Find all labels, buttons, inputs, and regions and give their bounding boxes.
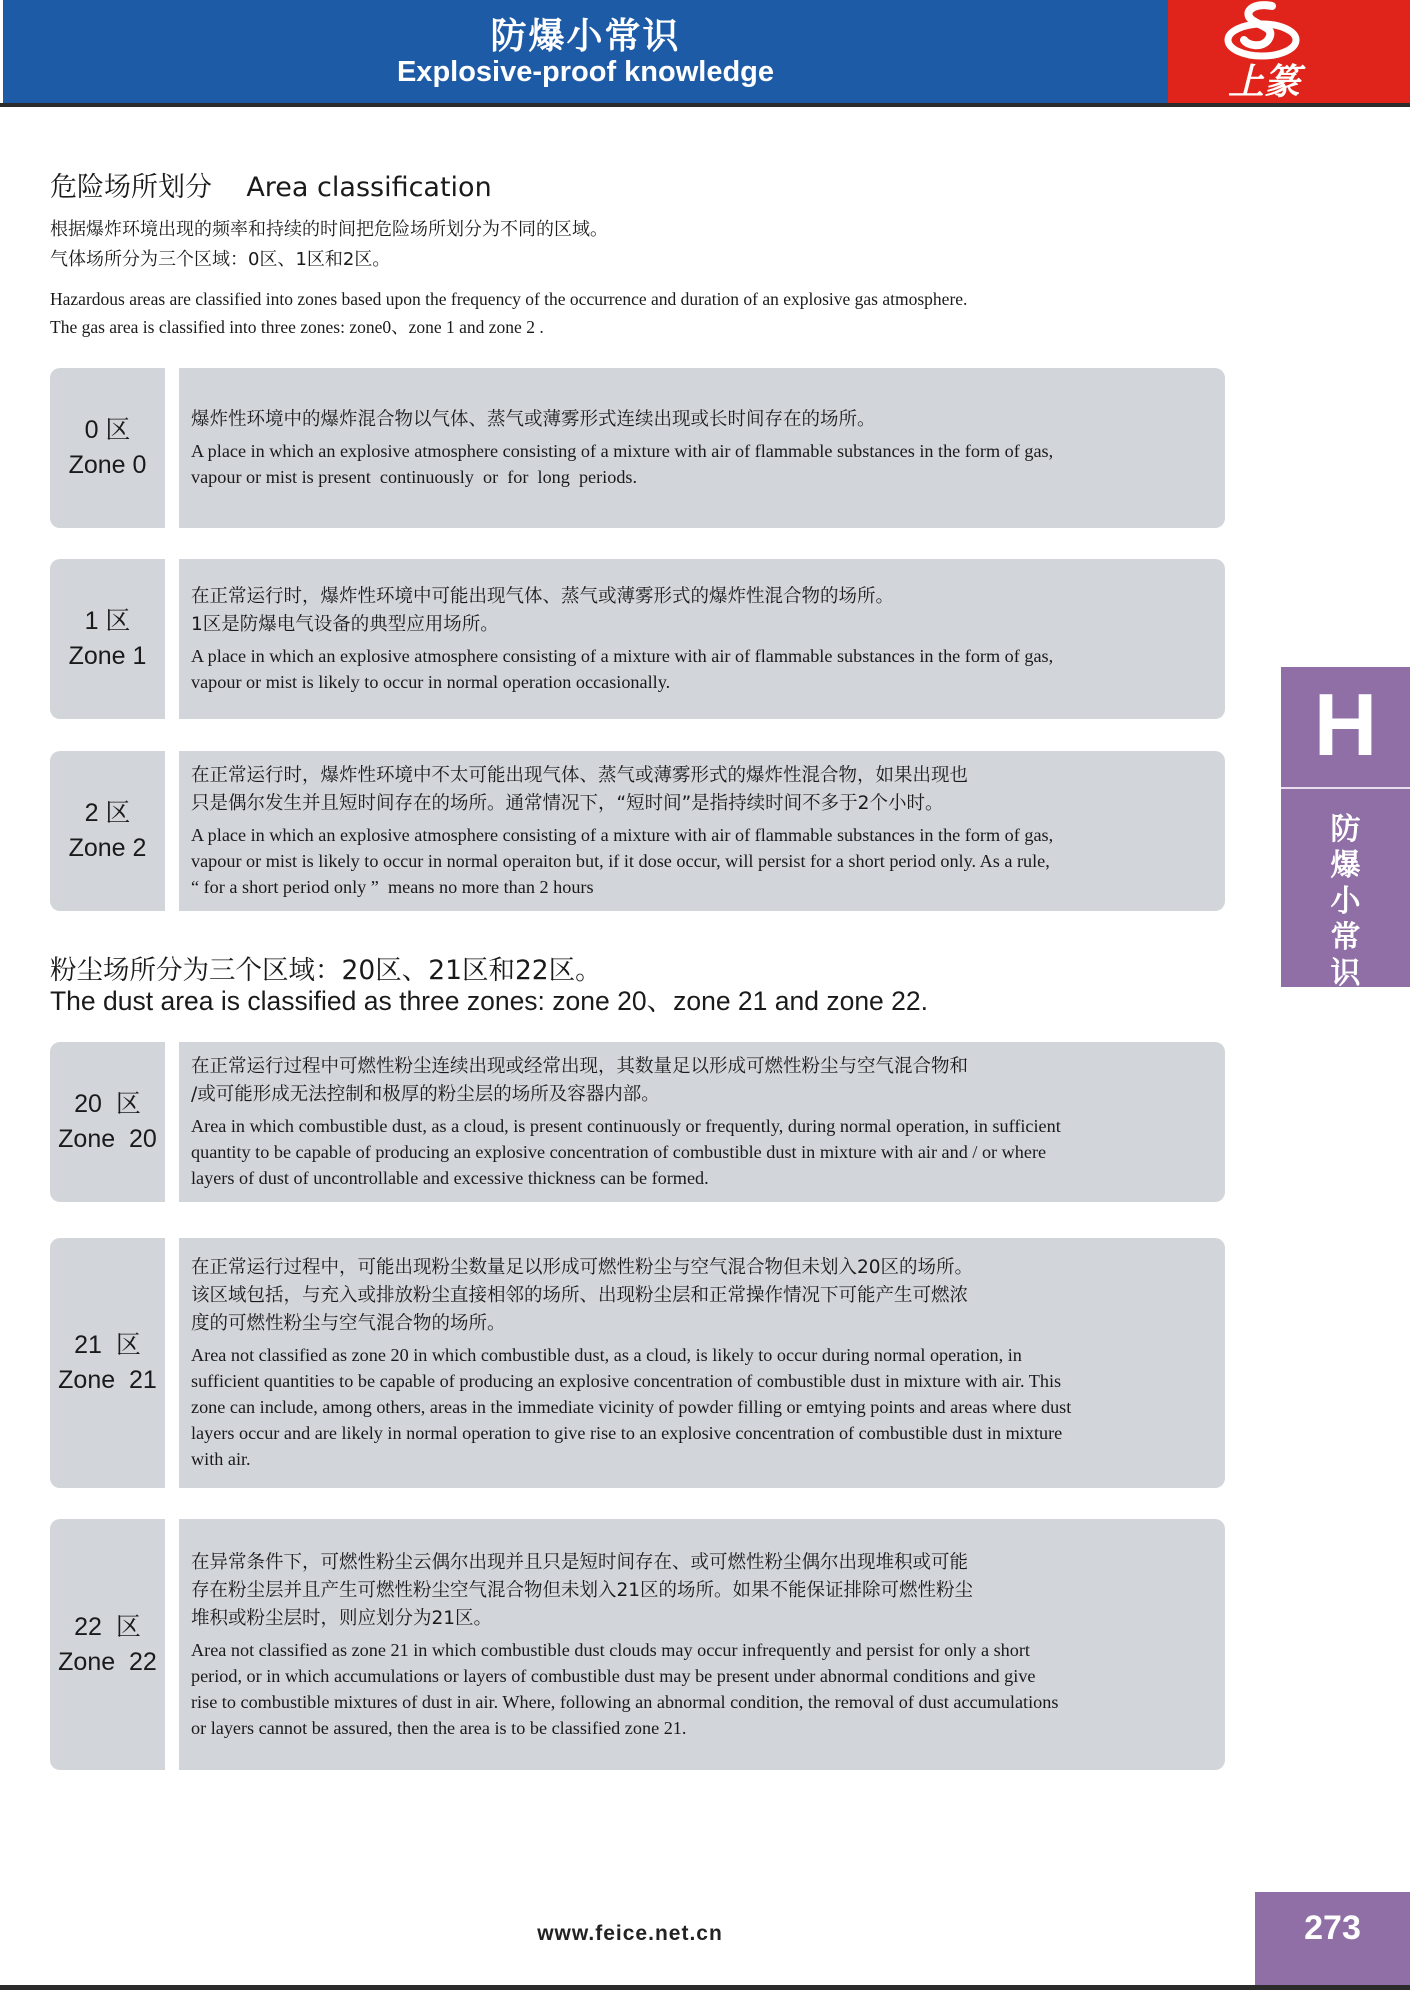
section-tab xyxy=(1281,667,1410,991)
intro-en xyxy=(50,285,967,341)
zone-description xyxy=(179,559,1225,719)
zone-label-en: Zone 2 xyxy=(68,834,147,862)
zone-desc-en-line: vapour or mist is present continuously or for long periods. xyxy=(191,467,638,487)
zone-box xyxy=(50,368,1225,528)
zone-desc-en-line: Area not classified as zone 21 in which combustible dust clouds may occur infrequently and persist for only a short xyxy=(191,1639,1030,1660)
zone-label xyxy=(50,1519,165,1770)
zone-desc-en xyxy=(191,643,1205,695)
zone-desc-cn-line: 爆炸性环境中的爆炸混合物以气体、蒸气或薄雾形式连续出现或长时间存在的场所。 xyxy=(191,409,876,430)
zone-desc-en-line: zone can include, among others, areas in the immediate vicinity of powder filling or emtying points and areas where dust xyxy=(191,1397,1072,1417)
header-divider xyxy=(0,103,1410,107)
zone-desc-cn-line: 存在粉尘层并且产生可燃性粉尘空气混合物但未划入21区的场所。如果不能保证排除可燃性粉尘 xyxy=(191,1579,974,1601)
zone-desc-cn-line: 在正常运行时，爆炸性环境中不太可能出现气体、蒸气或薄雾形式的爆炸性混合物，如果出现也 xyxy=(191,765,969,786)
intro-cn xyxy=(50,215,608,275)
zone-desc-cn-line: 在正常运行过程中，可能出现粉尘数量足以形成可燃性粉尘与空气混合物但未划入20区的场所。 xyxy=(191,1257,974,1278)
zone-desc-cn-line: 度的可燃性粉尘与空气混合物的场所。 xyxy=(191,1313,506,1334)
zone-box xyxy=(50,751,1225,911)
section-tab-label xyxy=(1281,812,1410,992)
zone-label-cn: 20 区 xyxy=(74,1090,141,1118)
logo-s-icon xyxy=(1168,0,1410,103)
zone-desc-cn-line: 在正常运行时，爆炸性环境中可能出现气体、蒸气或薄雾形式的爆炸性混合物的场所。 xyxy=(191,586,895,607)
zone-desc-en-line: Area in which combustible dust, as a cloud, is present continuously or frequently, during normal operation, in sufficient xyxy=(191,1116,1061,1136)
footer-divider xyxy=(0,1985,1410,1990)
zone-label xyxy=(50,368,165,528)
zone-description xyxy=(179,1042,1225,1202)
dust-title xyxy=(50,955,928,1017)
zone-label-cn: 0 区 xyxy=(84,416,131,444)
zone-label-en: Zone 1 xyxy=(68,642,147,670)
zone-desc-en-line: or layers cannot be assured, then the area is to be classified zone 21. xyxy=(191,1717,687,1738)
intro-cn-line: 根据爆炸环境出现的频率和持续的时间把危险场所划分为不同的区域。 xyxy=(50,219,608,240)
zone-desc-en-line: layers occur and are likely in normal operation to give rise to an explosive concentration of combustible dust in mixture xyxy=(191,1423,1063,1443)
section-tab-char: 爆 xyxy=(1330,848,1361,883)
zone-description xyxy=(179,751,1225,911)
section-tab-letter: H xyxy=(1313,675,1378,774)
zone-desc-en-line: vapour or mist is likely to occur in normal operation occasionally. xyxy=(191,672,671,692)
intro-cn-line: 气体场所分为三个区域：0区、1区和2区。 xyxy=(50,249,391,270)
zone-desc-en-line: quantity to be capable of producing an explosive concentration of combustible dust in mixture with air and / or where xyxy=(191,1142,1047,1162)
zone-box xyxy=(50,1042,1225,1202)
zone-desc-en-line: A place in which an explosive atmosphere consisting of a mixture with air of flammable substances in the form of gas, xyxy=(191,646,1054,666)
section-tab-divider xyxy=(1281,787,1410,789)
zone-box xyxy=(50,1519,1225,1770)
zone-description xyxy=(179,1238,1225,1488)
header-title-en: Explosive-proof knowledge xyxy=(396,56,775,88)
section-tab-char: 小 xyxy=(1330,884,1361,919)
zone-label-cn: 2 区 xyxy=(84,799,131,827)
zone-desc-en-line: rise to combustible mixtures of dust in air. Where, following an abnormal condition, the removal of dust accumulations xyxy=(191,1691,1059,1712)
dust-title-cn: 粉尘场所分为三个区域：20区、21区和22区。 xyxy=(50,955,602,986)
zone-desc-cn-line: 堆积或粉尘层时，则应划分为21区。 xyxy=(191,1607,493,1629)
header-title-cn: 防爆小常识 xyxy=(490,16,681,57)
zone-label xyxy=(50,1238,165,1488)
section-tab-char: 识 xyxy=(1330,956,1361,991)
page-number: 273 xyxy=(1255,1892,1410,1985)
section-tab-char: 防 xyxy=(1330,812,1361,847)
dust-title-en: The dust area is classified as three zones: zone 20、zone 21 and zone 22. xyxy=(50,986,928,1016)
zone-label xyxy=(50,751,165,911)
zone-description xyxy=(179,368,1225,528)
page-header xyxy=(3,0,1168,103)
zone-desc-cn-line: 1区是防爆电气设备的典型应用场所。 xyxy=(191,614,499,635)
section-tab-char: 常 xyxy=(1330,920,1361,955)
zone-desc-en-line: Area not classified as zone 20 in which combustible dust, as a cloud, is likely to occur during normal operation, in xyxy=(191,1345,1022,1365)
zone-label-en: Zone 21 xyxy=(58,1366,157,1394)
zone-label xyxy=(50,559,165,719)
zone-desc-cn-line: 在异常条件下，可燃性粉尘云偶尔出现并且只是短时间存在、或可燃性粉尘偶尔出现堆积或可能 xyxy=(191,1551,969,1573)
zone-label-cn: 1 区 xyxy=(84,607,131,635)
zone-desc-en-line: A place in which an explosive atmosphere consisting of a mixture with air of flammable substances in the form of gas, xyxy=(191,825,1054,845)
zone-desc-cn-line: 在正常运行过程中可燃性粉尘连续出现或经常出现，其数量足以形成可燃性粉尘与空气混合物和 xyxy=(191,1056,969,1077)
intro-en-line: The gas area is classified into three zones: zone0、zone 1 and zone 2 . xyxy=(50,317,544,337)
zone-desc-en-line: period, or in which accumulations or layers of combustible dust may be present under abnormal conditions and give xyxy=(191,1665,1036,1686)
zone-desc-cn-line: /或可能形成无法控制和极厚的粉尘层的场所及容器内部。 xyxy=(191,1084,660,1105)
zone-desc-en xyxy=(191,1113,1205,1191)
section-title: 危险场所划分 Area classification xyxy=(50,172,492,203)
zone-desc-en-line: “ for a short period only ” means no more than 2 hours xyxy=(191,877,594,897)
zone-label-cn: 22 区 xyxy=(74,1612,141,1641)
zone-desc-en-line: layers of dust of uncontrollable and excessive thickness can be formed. xyxy=(191,1168,709,1188)
zone-desc-en xyxy=(191,1637,1205,1741)
zone-desc-en-line: vapour or mist is likely to occur in normal operaiton but, if it dose occur, will persist for a short period only. As a rule, xyxy=(191,851,1050,871)
zone-desc-en-line: A place in which an explosive atmosphere consisting of a mixture with air of flammable substances in the form of gas, xyxy=(191,441,1054,461)
zone-desc-en-line: sufficient quantities to be capable of producing an explosive concentration of combustible dust in mixture with air. This xyxy=(191,1371,1062,1391)
zone-desc-cn-line: 只是偶尔发生并且短时间存在的场所。通常情况下，“短时间”是指持续时间不多于2个小时。 xyxy=(191,793,944,814)
zone-description xyxy=(179,1519,1225,1770)
zone-label-en: Zone 20 xyxy=(58,1125,157,1153)
zone-desc-cn-line: 该区域包括，与充入或排放粉尘直接相邻的场所、出现粉尘层和正常操作情况下可能产生可燃浓 xyxy=(191,1285,969,1306)
brand-logo xyxy=(1168,0,1410,103)
logo-text: 上篆 xyxy=(1228,62,1301,103)
zone-desc-en xyxy=(191,438,1205,490)
zone-label xyxy=(50,1042,165,1202)
zone-label-en: Zone 0 xyxy=(68,451,147,479)
zone-desc-en xyxy=(191,822,1205,900)
zone-desc-en xyxy=(191,1342,1205,1472)
zone-label-cn: 21 区 xyxy=(74,1331,141,1359)
zone-label-en: Zone 22 xyxy=(58,1647,157,1676)
zone-box xyxy=(50,1238,1225,1488)
website-url[interactable]: www.feice.net.cn xyxy=(537,1922,723,1945)
zone-box xyxy=(50,559,1225,719)
intro-en-line: Hazardous areas are classified into zones based upon the frequency of the occurrence and duration of an explosive gas atmosphere. xyxy=(50,289,968,309)
zone-desc-en-line: with air. xyxy=(191,1449,251,1469)
